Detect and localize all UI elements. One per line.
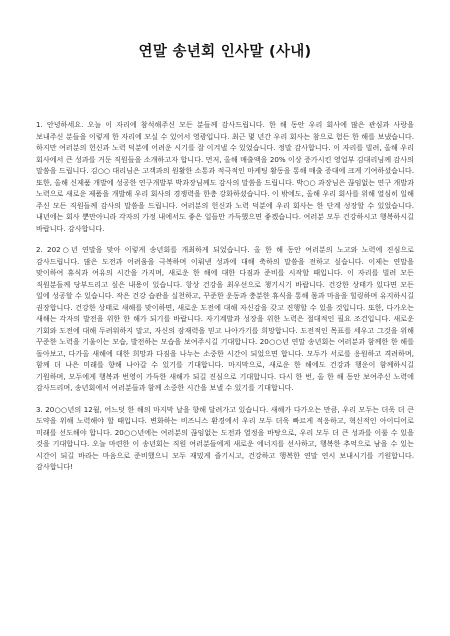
document-title: 연말 송년회 인사말 (사내): [138, 44, 312, 60]
paragraph-1: 1. 안녕하세요. 오늘 이 자리에 참석해주신 모든 분들께 감사드립니다. 한 해 동안 우리 회사에 많은 관심과 사랑을 보내주신 분들을 이렇게 한 자리에 모실 수 있어서 영광입니다. 최근 몇 년간 우리 회사는 참으로 험든 한 해를 보냈습니다. 하지만 여러분의 헌신과 노력 덕분에 어려운 시기를 잘 이겨낼 수 있었습니다. 정말 감사합니다. 이 자리를 빌려, 올해 우리 회사에서 큰 성과를 거둔 직원들을 소개하고자 합니다. 먼저, 올해 매출액을 20% 이상 증가시킨 영업부 김대리님께 감사의 말씀을 드립니다. 김○○ 대리님은 고객과의 원활한 소통과 적극적인 마케팅 활동을 통해 매출 증대에 크게 기여하셨습니다. 또한, 올해 신제품 개발에 성공한 연구개발부 박과장님께도 감사의 말씀을 드립니다. 박○○ 과장님은 끊임없는 연구 개발과 노력으로 새로운 제품을 개발해 우리 회사의 경쟁력을 한층 강화하셨습니다. 이 밖에도, 올해 우리 회사를 위해 열심히 일해 주신 모든 직원들께 감사의 말씀을 드립니다. 여러분의 헌신과 노력 덕분에 우리 회사는 한 단계 성장할 수 있었습니다. 내년에는 회사 뿐만아니라 각자의 가정 내에서도 좋은 일들만 가득했으면 좋겠습니다. 여러분 모두 건강하시고 행복하시길 바랍니다. 감사합니다.: [36, 120, 414, 233]
paragraph-3: 3. 20○○년의 12월, 어느덧 한 해의 마지막 날을 향해 달려가고 있습니다. 새해가 다가오는 만큼, 우리 모두는 더욱 더 큰 도약을 위해 노력해야 할 때입니다. 변화하는 비즈니스 환경에서 우리 모두 더욱 빠르게 적응하고, 혁신적인 아이디어로 미래를 선도해야 합니다. 20○○년에는 여러분의 끊임없는 도전과 열정을 바탕으로, 우리 모두 더 큰 성과를 이룰 수 있을 것을 기대합니다. 오늘 마련한 이 송년회는 직원 여러분들에게 새로운 에너지를 선사하고, 행복한 추억으로 남을 수 있는 시간이 되길 바라는 마음으로 준비했으니 모두 재밌게 즐기시고, 건강하고 행복한 연말 연시 보내시기를 기원합니다. 감사합니다!: [36, 404, 414, 471]
paragraph-2: 2. 202○년 연말을 맞아 이렇게 송년회를 개최하게 되었습니다. 올 한 해 동안 여러분의 노고와 노력에 진심으로 감사드립니다. 많은 도전과 어려움을 극복하며 이뤄낸 성과에 대해 축하의 말씀을 전하고 싶습니다. 이제는 연말을 맞이하여 휴식과 여유의 시간을 가지며, 새로운 한 해에 대한 다짐과 준비를 시작할 때입니다. 이 자리를 빌려 모든 직원분들께 당부드리고 싶은 내용이 있습니다. 항상 건강을 최우선으로 챙기시기 바랍니다. 건강한 상태가 있다면 모든 일에 성공할 수 있습니다. 작은 건강 습관을 실천하고, 꾸준한 운동과 충분한 휴식을 통해 몸과 마음을 힐링하며 유지하시길 권장합니다. 건강한 상태로 새해를 맞이하면, 새로운 도전에 대해 자신감을 갖고 진행할 수 있을 것입니다. 또한, 다가오는 새해는 각자의 발전을 위한 한 해가 되기를 바랍니다. 자기계발과 성장을 위한 노력은 절대적인 필요 조건입니다. 새로운 기회와 도전에 대해 두려워하지 말고, 자신의 잠재력을 믿고 나아가기를 희망합니다. 도전적인 목표를 세우고 그것을 위해 꾸준한 노력을 기울이는 모습, 발전하는 모습을 보여주시길 기대합니다. 20○○년 연말 송년회는 여러분과 함께한 한 해를 돌아보고, 다가올 새해에 대한 희망과 다짐을 나누는 소중한 시간이 되었으면 합니다. 모두가 서로를 응원하고 격려하며, 함께 더 나은 미래를 향해 나아갈 수 있기를 기대합니다. 마지막으로, 새로운 한 해에도 건강과 행운이 함께하시길 기원하며, 모두에게 행복과 번영이 가득한 새해가 되길 진심으로 기대합니다. 다시 한 번, 올 한 해 동안 보여주신 노력에 감사드리며, 송년회에서 여러분들과 함께 소중한 시간을 보낼 수 있기를 기대합니다.: [36, 245, 414, 392]
